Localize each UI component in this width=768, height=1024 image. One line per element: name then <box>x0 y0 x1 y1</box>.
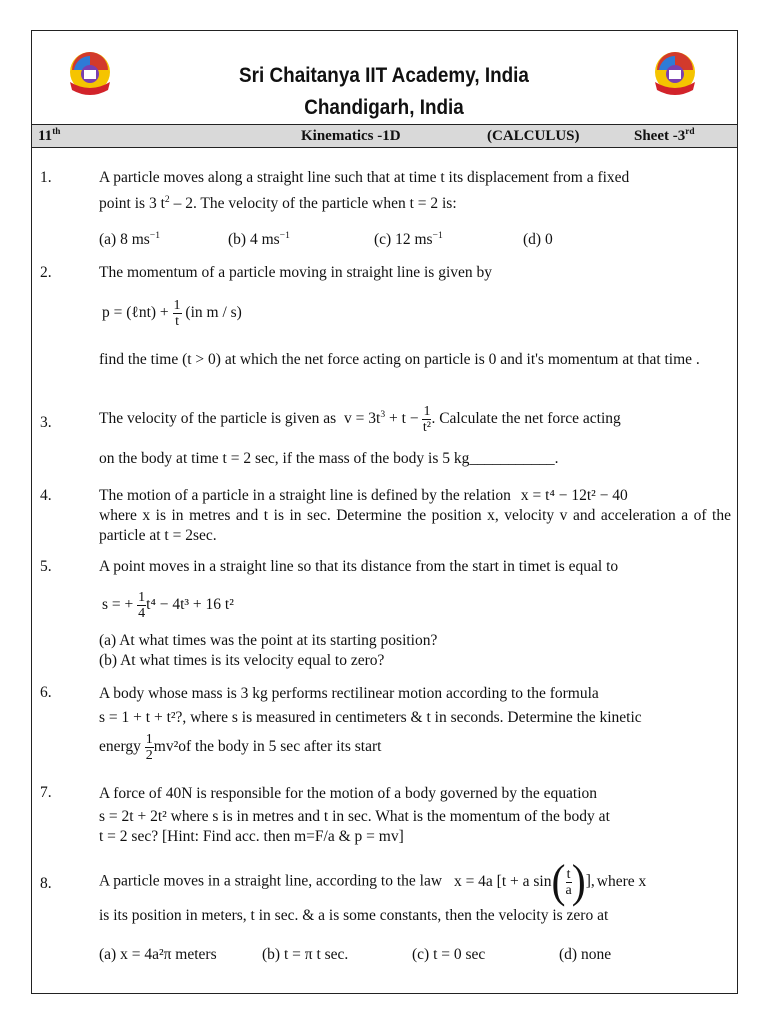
question-number: 5. <box>40 558 52 575</box>
question-number: 1. <box>40 169 52 186</box>
question-text: where x is in metres and t is in sec. Determine the position x, velocity v and acceleration a of the particle at t = 2sec. <box>99 507 731 544</box>
subtopic-label: (CALCULUS) <box>487 128 580 144</box>
option-c: (c) t = 0 sec <box>412 946 486 963</box>
question-number: 2. <box>40 264 52 281</box>
distance-equation: s = + $\frac{1}{4}$ t⁴ − 4t³ + 16 t² <box>102 590 234 621</box>
option-b: (b) t = π t sec. <box>262 946 349 963</box>
question-text: is its position in meters, t in sec. & a is some constants, then the velocity is zero at <box>99 907 609 924</box>
institute-title: Sri Chaitanya IIT Academy, India <box>239 64 529 87</box>
question-text: energy $\frac{1}{2}$ mv²of the body in 5 sec after its start <box>99 732 382 763</box>
question-text: t = 2 sec? [Hint: Find acc. then m=F/a & p = mv] <box>99 828 404 845</box>
question-text: point is 3 $t^2 - 2$. The velocity of the particle when t = 2 is: <box>99 193 457 212</box>
momentum-equation: p = (ℓnt) + $\frac{1}{t}$ (in m / s) <box>102 298 242 329</box>
option-d: (d) 0 <box>523 231 553 248</box>
question-text: s = 2t + 2t² where s is in metres and t in sec. What is the momentum of the body at <box>99 808 610 825</box>
question-text: A force of 40N is responsible for the motion of a body governed by the equation <box>99 785 598 802</box>
question-text: A body whose mass is 3 kg performs rectilinear motion according to the formula <box>99 685 599 702</box>
question-text: A particle moves in a straight line, according to the law x = 4a [t + a sin( $\frac{t}{a}$ )], where x <box>99 856 647 908</box>
question-number: 8. <box>40 875 52 892</box>
question-text: The momentum of a particle moving in straight line is given by <box>99 264 493 281</box>
option-c: (c) 12 $ms^{-1}$ <box>374 229 443 248</box>
topic-label: Kinematics -1D <box>301 128 401 144</box>
question-text: A point moves in a straight line so that its distance from the start in timet is equal to <box>99 558 619 575</box>
question-text: The motion of a particle in a straight line is defined by the relation x = t⁴ − 12t² − 40 <box>99 487 628 504</box>
question-number: 3. <box>40 414 52 431</box>
institute-location: Chandigarh, India <box>304 96 464 119</box>
question-text: s = 1 + t + t²?, where s is measured in centimeters & t in seconds. Determine the kinetic <box>99 709 642 726</box>
question-number: 7. <box>40 784 52 801</box>
sub-question-a: (a) At what times was the point at its starting position? <box>99 632 438 649</box>
question-text: A particle moves along a straight line such that at time t its displacement from a fixed <box>99 169 630 186</box>
sheet-label: Sheet -3rd <box>634 127 695 144</box>
question-text: find the time (t > 0) at which the net force acting on particle is 0 and it's momentum at that time . <box>99 351 700 368</box>
option-b: (b) 4 $ms^{-1}$ <box>228 229 290 248</box>
question-text: on the body at time t = 2 sec, if the mass of the body is 5 kg___________. <box>99 450 559 467</box>
question-number: 6. <box>40 684 52 701</box>
question-number: 4. <box>40 487 52 504</box>
option-d: (d) none <box>559 946 612 963</box>
sub-question-b: (b) At what times is its velocity equal to zero? <box>99 652 385 669</box>
option-a: (a) x = 4a²π meters <box>99 946 217 963</box>
class-label: 11th <box>38 127 61 144</box>
question-text: The velocity of the particle is given as $v = 3t^3 + t$ − $\frac{1}{\text{t²}}$ . Calculate the net force acting <box>99 404 621 435</box>
option-a: (a) 8 $ms^{-1}$ <box>99 229 161 248</box>
sheet-header-bar <box>32 124 737 148</box>
